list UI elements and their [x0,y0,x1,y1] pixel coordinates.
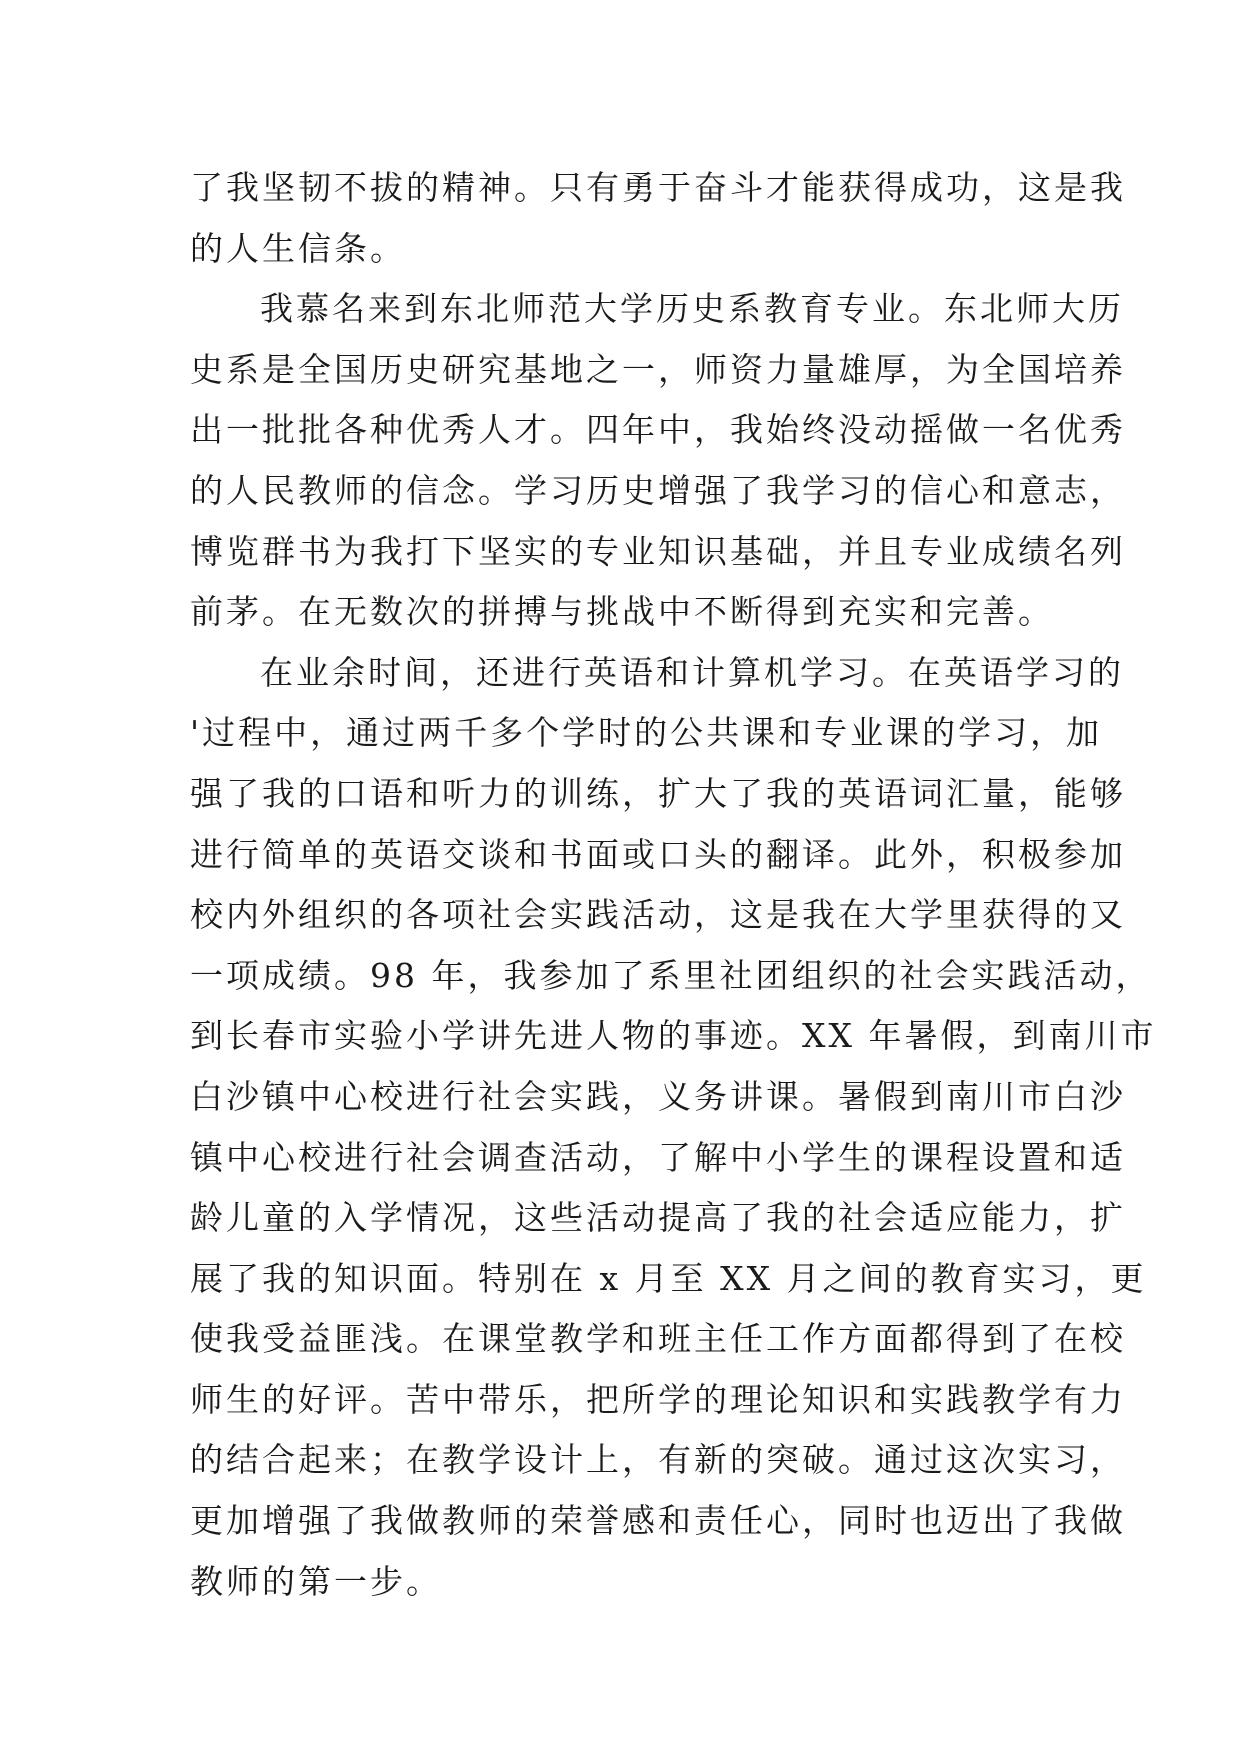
text-line: 进行简单的英语交谈和书面或口头的翻译。此外，积极参加 [190,834,1126,874]
text-line: 的人民教师的信念。学习历史增强了我学习的信心和意志， [190,470,1126,510]
text-line: 一项成绩。98 年，我参加了系里社团组织的社会实践活动， [190,955,1152,995]
text-line: 使我受益匪浅。在课堂教学和班主任工作方面都得到了在校 [190,1319,1126,1359]
paragraph-first-line: 在业余时间，还进行英语和计算机学习。在英语学习的 [260,652,1124,692]
text-line: 教师的第一步。 [190,1561,442,1601]
text-line: 校内外组织的各项社会实践活动，这是我在大学里获得的又 [190,895,1126,935]
text-line: 前茅。在无数次的拼搏与挑战中不断得到充实和完善。 [190,592,1054,632]
text-line: 博览群书为我打下坚实的专业知识基础，并且专业成绩名列 [190,531,1126,571]
paragraph-first-line: 我慕名来到东北师范大学历史系教育专业。东北师大历 [260,289,1124,329]
text-line: 到长春市实验小学讲先进人物的事迹。XX 年暑假，到南川市 [190,1016,1157,1056]
text-line: 强了我的口语和听力的训练，扩大了我的英语词汇量，能够 [190,773,1126,813]
text-line: 龄儿童的入学情况，这些活动提高了我的社会适应能力，扩 [190,1198,1126,1238]
text-line: 的人生信条。 [190,228,406,268]
document-body [190,158,1157,1612]
text-line: 镇中心校进行社会调查活动，了解中小学生的课程设置和适 [190,1137,1126,1177]
text-line: '过程中，通过两千多个学时的公共课和专业课的学习，加 [190,713,1103,753]
text-line: 展了我的知识面。特别在 x 月至 XX 月之间的教育实习，更 [190,1258,1147,1298]
text-line: 的结合起来；在教学设计上，有新的突破。通过这次实习， [190,1440,1126,1480]
text-line: 白沙镇中心校进行社会实践，义务讲课。暑假到南川市白沙 [190,1076,1126,1116]
text-line: 了我坚韧不拔的精神。只有勇于奋斗才能获得成功，这是我 [190,168,1126,207]
text-line: 师生的好评。苦中带乐，把所学的理论知识和实践教学有力 [190,1379,1126,1419]
text-line: 更加增强了我做教师的荣誉感和责任心，同时也迈出了我做 [190,1501,1126,1541]
text-line: 出一批批各种优秀人才。四年中，我始终没动摇做一名优秀 [190,410,1126,450]
text-line: 史系是全国历史研究基地之一，师资力量雄厚，为全国培养 [190,349,1126,389]
